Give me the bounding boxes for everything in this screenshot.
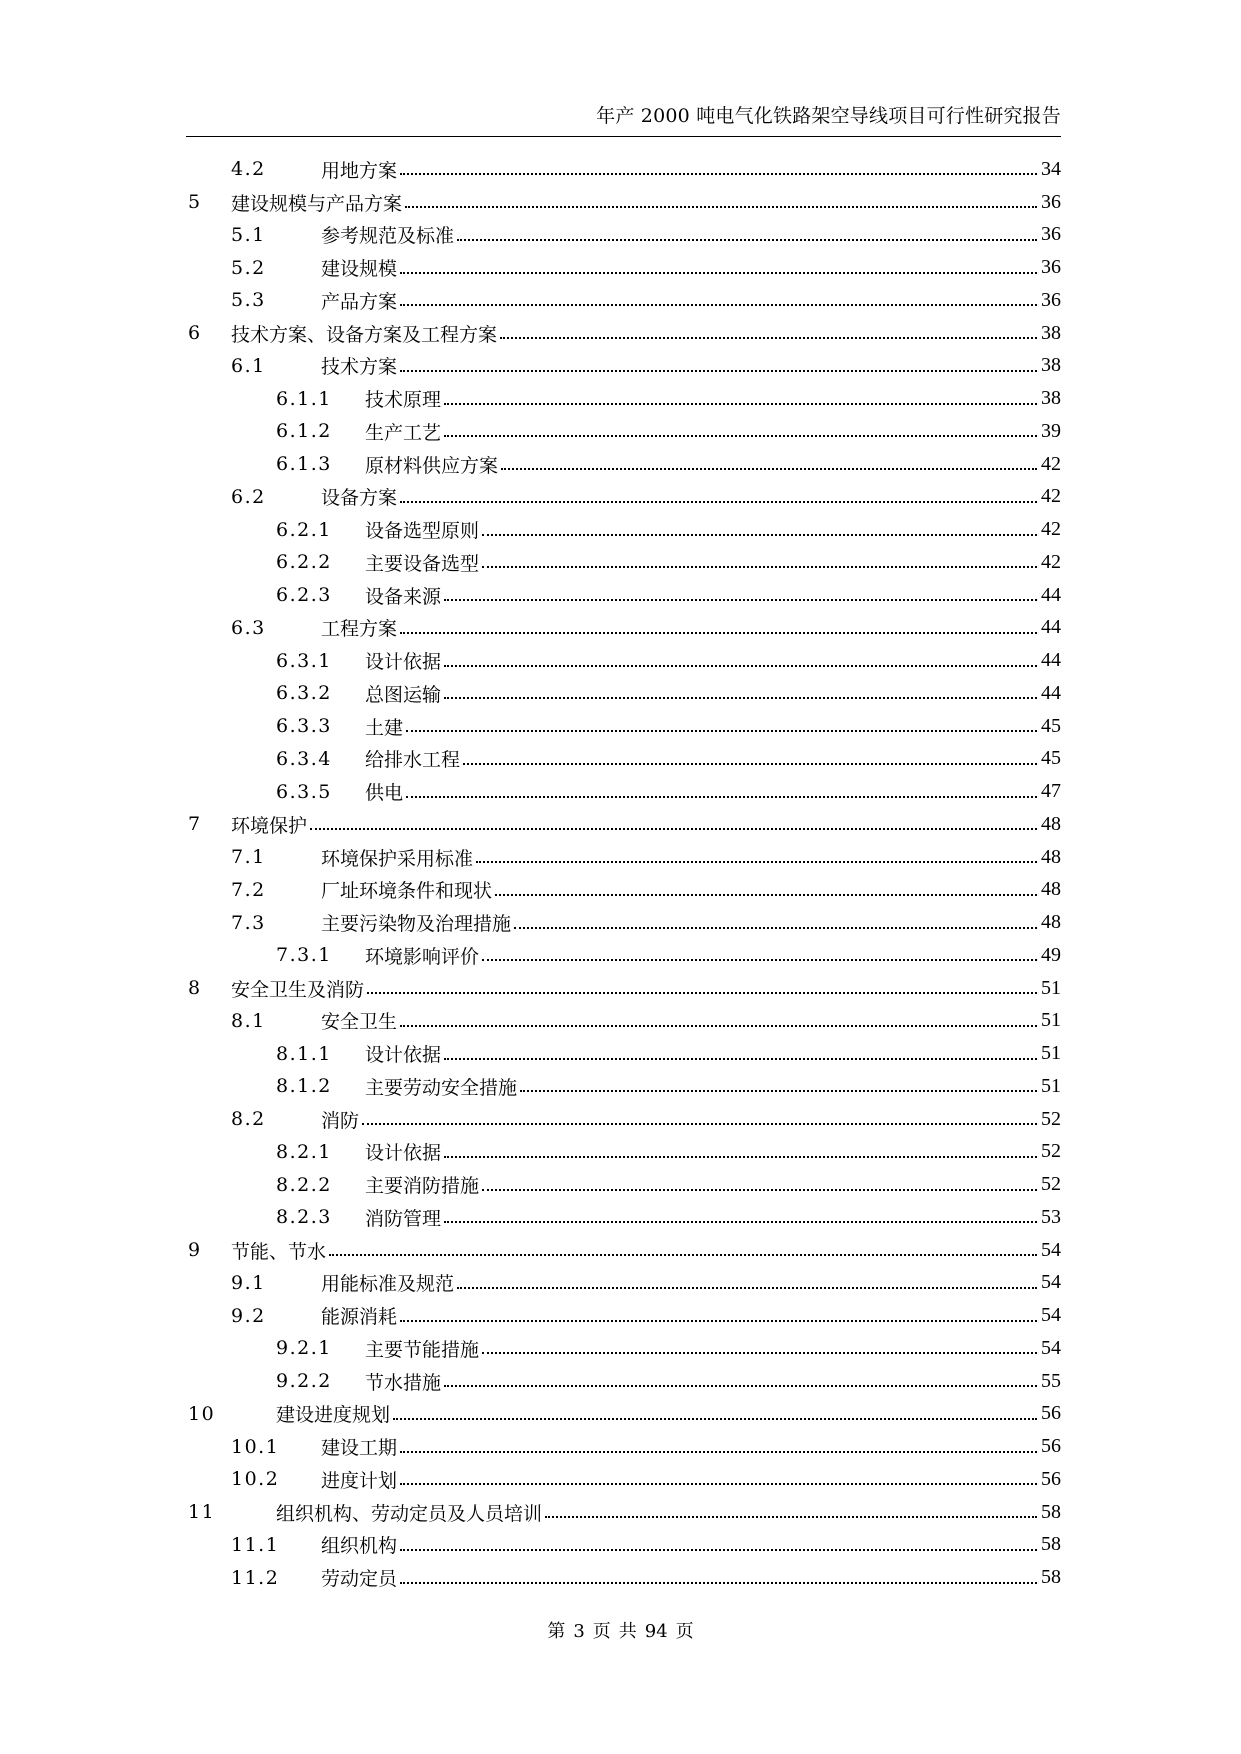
toc-entry[interactable] [186,808,1061,841]
toc-entry-title: 进度计划 [321,1466,398,1493]
toc-entry-number: 7.3 [231,911,266,934]
dot-leader [482,959,1037,961]
toc-entry-page-number: 36 [1041,288,1061,311]
toc-entry-title: 组织机构 [321,1531,398,1558]
toc-entry-body [365,382,1061,415]
toc-entry-title: 技术原理 [365,385,442,412]
toc-entry-body [365,775,1061,808]
dot-leader [367,992,1037,994]
toc-entry-number: 6.2.1 [276,518,332,541]
toc-entry-body [231,808,1061,841]
toc-entry-number: 5.1 [231,223,266,246]
toc-entry-body [365,1365,1061,1398]
toc-entry-title: 主要劳动安全措施 [365,1073,518,1100]
toc-entry-title: 安全卫生 [321,1007,398,1034]
toc-entry-page-number: 54 [1041,1238,1061,1261]
toc-entry-title: 用地方案 [321,156,398,183]
toc-entry-number: 10.1 [231,1435,280,1458]
toc-entry-body [365,939,1061,972]
toc-entry[interactable] [186,382,1061,415]
dot-leader [400,1483,1037,1485]
toc-entry-title: 环境影响评价 [365,942,480,969]
toc-entry-number: 6.1.1 [276,387,332,410]
toc-entry-page-number: 51 [1041,976,1061,999]
footer-page-word: 页 [592,1621,611,1642]
toc-entry[interactable] [186,1267,1061,1300]
dot-leader [444,1156,1037,1158]
toc-entry-number: 10.2 [231,1468,280,1491]
toc-entry-number: 6.3.4 [276,747,332,770]
toc-entry[interactable] [186,841,1061,874]
toc-entry[interactable] [186,1037,1061,1070]
dot-leader [444,1058,1037,1060]
toc-entry-title: 节水措施 [365,1368,442,1395]
header-divider [186,136,1061,137]
toc-entry-page-number: 39 [1041,419,1061,442]
dot-leader [400,272,1037,274]
toc-entry-number: 5.2 [231,256,266,279]
toc-entry-page-number: 48 [1041,911,1061,934]
toc-entry-number: 9.2.1 [276,1337,332,1360]
toc-entry-body [365,743,1061,776]
toc-entry-page-number: 52 [1041,1173,1061,1196]
toc-entry-number: 9.2 [231,1304,266,1327]
toc-entry-body [321,1299,1061,1332]
toc-entry[interactable] [186,972,1061,1005]
dot-leader [444,1221,1037,1223]
toc-entry-body [321,251,1061,284]
toc-entry[interactable] [186,481,1061,514]
toc-entry-title: 消防管理 [365,1204,442,1231]
toc-entry-body [231,317,1061,350]
toc-entry-page-number: 51 [1041,1009,1061,1032]
toc-entry-page-number: 42 [1041,485,1061,508]
toc-entry[interactable] [186,743,1061,776]
toc-entry[interactable] [186,775,1061,808]
toc-entry-body [321,153,1061,186]
dot-leader [482,566,1037,568]
toc-entry[interactable] [186,415,1061,448]
toc-entry[interactable] [186,1136,1061,1169]
toc-entry-page-number: 36 [1041,190,1061,213]
dot-leader [463,763,1037,765]
toc-entry-number: 6.2 [231,485,266,508]
toc-entry-title: 参考规范及标准 [321,221,455,248]
toc-entry-title: 设备方案 [321,483,398,510]
toc-entry[interactable] [186,677,1061,710]
toc-entry-title: 节能、节水 [231,1237,327,1264]
toc-entry-page-number: 58 [1041,1533,1061,1556]
toc-entry-body [365,513,1061,546]
dot-leader [457,1287,1037,1289]
toc-entry[interactable] [186,1398,1061,1431]
dot-leader [444,599,1037,601]
toc-entry-number: 6.2.2 [276,551,332,574]
toc-entry[interactable] [186,710,1061,743]
toc-entry-page-number: 52 [1041,1140,1061,1163]
toc-entry-number: 6.3.5 [276,780,332,803]
toc-entry-body [321,350,1061,383]
toc-entry-title: 建设工期 [321,1433,398,1460]
footer-prefix: 第 [547,1621,566,1642]
toc-entry-page-number: 42 [1041,550,1061,573]
toc-entry-body [321,1005,1061,1038]
toc-entry-body [231,1234,1061,1267]
toc-entry-page-number: 44 [1041,681,1061,704]
toc-entry-body [321,1463,1061,1496]
toc-entry-body [231,186,1061,219]
toc-entry[interactable] [186,546,1061,579]
toc-entry-title: 组织机构、劳动定员及人员培训 [276,1499,543,1526]
toc-entry-number: 9 [188,1239,202,1262]
toc-entry-number: 9.2.2 [276,1370,332,1393]
toc-entry-title: 总图运输 [365,680,442,707]
toc-entry-title: 环境保护采用标准 [321,844,474,871]
toc-entry-body [365,1168,1061,1201]
toc-entry-page-number: 58 [1041,1500,1061,1523]
toc-entry-body [365,579,1061,612]
toc-entry-number: 6 [188,322,202,345]
table-of-contents [186,153,1061,1594]
toc-entry-page-number: 38 [1041,321,1061,344]
toc-entry-number: 8.2.3 [276,1206,332,1229]
toc-entry-page-number: 56 [1041,1467,1061,1490]
dot-leader [400,304,1037,306]
dot-leader [500,337,1037,339]
toc-entry-body [321,1430,1061,1463]
toc-entry-title: 环境保护 [231,811,308,838]
toc-entry-body [321,841,1061,874]
toc-entry-page-number: 54 [1041,1336,1061,1359]
toc-entry-body [365,1201,1061,1234]
toc-entry-body [365,644,1061,677]
toc-entry-title: 技术方案、设备方案及工程方案 [231,320,498,347]
toc-entry-title: 工程方案 [321,614,398,641]
toc-entry-title: 设备来源 [365,582,442,609]
toc-entry-page-number: 48 [1041,845,1061,868]
toc-entry-title: 建设进度规划 [276,1400,391,1427]
toc-entry-page-number: 42 [1041,518,1061,541]
toc-entry[interactable] [186,1201,1061,1234]
toc-entry[interactable] [186,1005,1061,1038]
toc-entry-body [321,1561,1061,1594]
toc-entry-page-number: 54 [1041,1304,1061,1327]
toc-entry[interactable] [186,186,1061,219]
toc-entry-number: 6.3.2 [276,682,332,705]
toc-entry-body [365,710,1061,743]
dot-leader [329,1254,1037,1256]
toc-entry-page-number: 38 [1041,354,1061,377]
toc-entry[interactable] [186,1168,1061,1201]
toc-entry[interactable] [186,1070,1061,1103]
dot-leader [400,1582,1037,1584]
dot-leader [400,1451,1037,1453]
toc-entry-number: 7.2 [231,878,266,901]
toc-entry[interactable] [186,612,1061,645]
toc-entry-number: 8.1.1 [276,1042,332,1065]
dot-leader [457,239,1037,241]
toc-entry-page-number: 51 [1041,1042,1061,1065]
toc-entry-number: 6.3 [231,616,266,639]
dot-leader [393,1418,1037,1420]
toc-entry-title: 主要污染物及治理措施 [321,909,512,936]
toc-entry-number: 8.1 [231,1009,266,1032]
dot-leader [310,828,1037,830]
dot-leader [482,534,1037,536]
toc-entry-number: 8 [188,977,202,1000]
toc-entry-body [321,481,1061,514]
toc-entry-page-number: 48 [1041,812,1061,835]
toc-entry[interactable] [186,1234,1061,1267]
toc-entry-title: 建设规模 [321,254,398,281]
toc-entry-title: 设计依据 [365,647,442,674]
dot-leader [520,1090,1037,1092]
toc-entry-number: 9.1 [231,1271,266,1294]
toc-entry-page-number: 34 [1041,157,1061,180]
toc-entry-number: 6.1.3 [276,453,332,476]
toc-entry-page-number: 38 [1041,387,1061,410]
toc-entry[interactable] [186,1561,1061,1594]
dot-leader [482,1189,1037,1191]
toc-entry-number: 8.1.2 [276,1075,332,1098]
toc-entry-body [276,1496,1061,1529]
toc-entry[interactable] [186,1103,1061,1136]
toc-entry-title: 技术方案 [321,352,398,379]
toc-entry-number: 8.2.1 [276,1140,332,1163]
dot-leader [476,861,1037,863]
toc-entry-page-number: 54 [1041,1271,1061,1294]
dot-leader [400,1320,1037,1322]
toc-entry-number: 7 [188,813,202,836]
toc-entry-title: 主要节能措施 [365,1335,480,1362]
toc-entry-body [365,546,1061,579]
toc-entry-page-number: 48 [1041,878,1061,901]
dot-leader [405,206,1037,208]
dot-leader [482,1352,1037,1354]
toc-entry-page-number: 56 [1041,1435,1061,1458]
toc-entry-number: 4.2 [231,158,266,181]
document-title: 年产 2000 吨电气化铁路架空导线项目可行性研究报告 [596,105,1061,127]
toc-entry-body [321,612,1061,645]
toc-entry-title: 劳动定员 [321,1564,398,1591]
dot-leader [501,468,1037,470]
dot-leader [444,435,1037,437]
dot-leader [406,730,1037,732]
toc-entry[interactable] [186,317,1061,350]
footer-total-pages: 94 [644,1621,668,1642]
toc-entry-page-number: 55 [1041,1369,1061,1392]
toc-entry-page-number: 51 [1041,1074,1061,1097]
toc-entry-title: 土建 [365,713,404,740]
toc-entry-title: 安全卫生及消防 [231,975,365,1002]
toc-entry-number: 8.2.2 [276,1173,332,1196]
dot-leader [444,665,1037,667]
toc-entry[interactable] [186,350,1061,383]
toc-entry-number: 6.1.2 [276,420,332,443]
dot-leader [400,370,1037,372]
footer-suffix: 页 [675,1621,694,1642]
toc-entry-page-number: 58 [1041,1566,1061,1589]
toc-entry-body [365,677,1061,710]
dot-leader [400,1549,1037,1551]
toc-entry[interactable] [186,939,1061,972]
page-footer [0,1620,1241,1644]
toc-entry-title: 生产工艺 [365,418,442,445]
toc-entry-page-number: 52 [1041,1107,1061,1130]
toc-entry[interactable] [186,448,1061,481]
footer-current-page: 3 [573,1621,585,1642]
toc-entry[interactable] [186,1529,1061,1562]
toc-entry-number: 11.1 [231,1533,280,1556]
toc-entry[interactable] [186,1496,1061,1529]
dot-leader [362,1123,1037,1125]
toc-entry-body [321,1267,1061,1300]
toc-entry-number: 11 [188,1501,216,1524]
toc-entry-body [365,1332,1061,1365]
toc-entry-title: 供电 [365,778,404,805]
toc-entry-page-number: 36 [1041,223,1061,246]
toc-entry-body [365,1037,1061,1070]
toc-entry-page-number: 56 [1041,1402,1061,1425]
dot-leader [400,501,1037,503]
toc-entry-page-number: 45 [1041,747,1061,770]
toc-entry-number: 10 [188,1402,216,1425]
toc-entry-body [321,906,1061,939]
toc-entry-number: 7.3.1 [276,944,332,967]
toc-entry-number: 6.2.3 [276,584,332,607]
toc-entry[interactable] [186,579,1061,612]
toc-entry-title: 产品方案 [321,287,398,314]
toc-entry-page-number: 49 [1041,943,1061,966]
dot-leader [400,632,1037,634]
toc-entry-body [276,1398,1061,1431]
toc-entry-title: 给排水工程 [365,745,461,772]
toc-entry[interactable] [186,219,1061,252]
dot-leader [444,697,1037,699]
toc-entry-page-number: 45 [1041,714,1061,737]
toc-entry-page-number: 53 [1041,1205,1061,1228]
toc-entry-title: 厂址环境条件和现状 [321,876,493,903]
toc-entry-body [321,1529,1061,1562]
toc-entry-title: 设备选型原则 [365,516,480,543]
toc-entry[interactable] [186,284,1061,317]
toc-entry-page-number: 36 [1041,256,1061,279]
toc-entry-number: 6.3.3 [276,715,332,738]
toc-entry-title: 用能标准及规范 [321,1269,455,1296]
toc-entry-title: 能源消耗 [321,1302,398,1329]
toc-entry-number: 7.1 [231,846,266,869]
toc-entry-page-number: 44 [1041,583,1061,606]
toc-entry-title: 主要消防措施 [365,1171,480,1198]
toc-entry-title: 原材料供应方案 [365,451,499,478]
toc-entry-title: 建设规模与产品方案 [231,189,403,216]
toc-entry[interactable] [186,1365,1061,1398]
toc-entry[interactable] [186,513,1061,546]
toc-entry-page-number: 47 [1041,780,1061,803]
dot-leader [444,403,1037,405]
toc-entry[interactable] [186,906,1061,939]
toc-entry-body [321,219,1061,252]
toc-entry-body [365,1070,1061,1103]
toc-entry-number: 5 [188,191,202,214]
dot-leader [514,927,1037,929]
toc-entry-number: 8.2 [231,1108,266,1131]
toc-entry-title: 主要设备选型 [365,549,480,576]
toc-entry[interactable] [186,1430,1061,1463]
footer-total-word: 共 [618,1621,637,1642]
dot-leader [406,796,1037,798]
toc-entry-title: 设计依据 [365,1138,442,1165]
toc-entry[interactable] [186,1332,1061,1365]
toc-entry[interactable] [186,644,1061,677]
dot-leader [400,1025,1037,1027]
toc-entry-title: 设计依据 [365,1040,442,1067]
toc-entry-body [365,448,1061,481]
toc-entry[interactable] [186,251,1061,284]
toc-entry[interactable] [186,1299,1061,1332]
toc-entry-number: 6.3.1 [276,649,332,672]
dot-leader [545,1516,1037,1518]
toc-entry-page-number: 42 [1041,452,1061,475]
toc-entry-number: 6.1 [231,354,266,377]
toc-entry[interactable] [186,153,1061,186]
toc-entry-body [231,972,1061,1005]
toc-entry[interactable] [186,874,1061,907]
toc-entry-body [321,874,1061,907]
toc-entry-page-number: 44 [1041,616,1061,639]
dot-leader [444,1385,1037,1387]
toc-entry-number: 11.2 [231,1566,280,1589]
dot-leader [495,894,1037,896]
page-header [186,104,1061,128]
toc-entry[interactable] [186,1463,1061,1496]
toc-entry-body [321,1103,1061,1136]
dot-leader [400,173,1037,175]
toc-entry-title: 消防 [321,1106,360,1133]
toc-entry-number: 5.3 [231,289,266,312]
toc-entry-body [365,1136,1061,1169]
toc-entry-body [321,284,1061,317]
toc-entry-body [365,415,1061,448]
toc-entry-page-number: 44 [1041,649,1061,672]
